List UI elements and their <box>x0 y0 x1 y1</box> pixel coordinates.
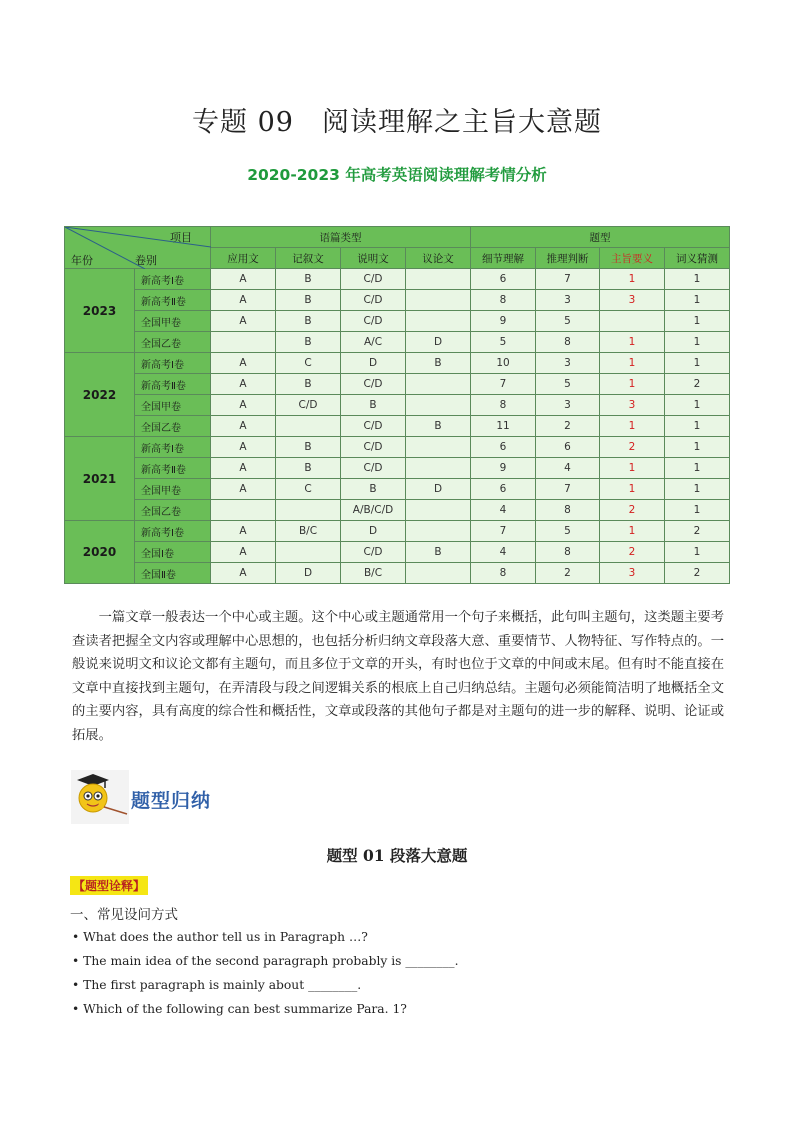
table-row <box>65 458 730 479</box>
table-cell <box>406 521 471 542</box>
table-row <box>65 479 730 500</box>
table-cell: 1 <box>665 332 730 353</box>
main-idea-count-cell: 1 <box>600 332 665 353</box>
table-cell: B <box>276 290 341 311</box>
table-cell: 5 <box>536 521 600 542</box>
table-cell <box>406 269 471 290</box>
paper-name-cell: 新高考Ⅱ卷 <box>135 290 211 311</box>
table-cell: B <box>276 332 341 353</box>
paper-name-cell: 全国乙卷 <box>135 500 211 521</box>
table-cell: 1 <box>665 353 730 374</box>
table-cell: 5 <box>471 332 536 353</box>
question-type-title: 题型 01 段落大意题 <box>326 846 468 865</box>
table-cell: 7 <box>471 521 536 542</box>
column-header: 词义猜测 <box>665 248 730 269</box>
table-cell: C/D <box>341 290 406 311</box>
table-caption: 2020-2023 年高考英语阅读理解考情分析 <box>247 166 547 184</box>
table-cell <box>406 311 471 332</box>
table-cell: 4 <box>536 458 600 479</box>
table-cell: 8 <box>536 542 600 563</box>
paper-name-cell: 全国甲卷 <box>135 395 211 416</box>
table-cell: B <box>276 458 341 479</box>
main-idea-count-cell: 1 <box>600 416 665 437</box>
table-cell: 3 <box>536 290 600 311</box>
year-cell: 2020 <box>65 521 135 584</box>
mascot-icon <box>71 770 129 824</box>
table-cell: B <box>341 479 406 500</box>
table-row <box>65 332 730 353</box>
table-cell: 2 <box>665 563 730 584</box>
intro-paragraph: 一篇文章一般表达一个中心或主题。这个中心或主题通常用一个句子来概括，此句叫主题句，这类题主要考查读者把握全文内容或理解中心思想的，也包括分析归纳文章段落大意、重要情节、人物特征、写作特点的。一般说来说明文和议论文都有主题句，而且多位于文章的开头，有时也位于文章的中间或末尾。但有时不能直接在文章中直接找到主题句，在弄清段与段之间逻辑关系的根底上自己归纳总结。主题句必须能简洁明了地概括全文的主要内容，具有高度的综合性和概括性，文章或段落的其他句子都是对主题句的进一步的解释、说明、论证或拓展。 <box>72 610 724 743</box>
table-cell: 6 <box>471 269 536 290</box>
table-row <box>65 542 730 563</box>
column-header-main-idea: 主旨要义 <box>600 248 665 269</box>
table-cell: 5 <box>536 374 600 395</box>
table-cell: 1 <box>665 500 730 521</box>
year-cell: 2023 <box>65 269 135 353</box>
paper-name-cell: 全国乙卷 <box>135 332 211 353</box>
table-cell: B <box>276 311 341 332</box>
table-cell: 8 <box>471 563 536 584</box>
table-row <box>65 290 730 311</box>
table-cell: 5 <box>536 311 600 332</box>
table-cell: 1 <box>665 437 730 458</box>
column-header: 推理判断 <box>536 248 600 269</box>
table-cell: 7 <box>471 374 536 395</box>
table-cell: 4 <box>471 542 536 563</box>
table-cell: 2 <box>665 374 730 395</box>
table-cell: A <box>211 479 276 500</box>
paper-name-cell: 全国Ⅰ卷 <box>135 542 211 563</box>
table-cell <box>406 458 471 479</box>
table-cell: 8 <box>536 332 600 353</box>
table-cell: C <box>276 353 341 374</box>
main-idea-count-cell: 1 <box>600 521 665 542</box>
table-cell <box>211 500 276 521</box>
table-row <box>65 269 730 290</box>
table-cell: B <box>406 416 471 437</box>
table-cell: B/C <box>276 521 341 542</box>
table-cell <box>406 395 471 416</box>
group-header-text-type: 语篇类型 <box>211 227 471 248</box>
paper-name-cell: 新高考Ⅱ卷 <box>135 458 211 479</box>
table-row <box>65 311 730 332</box>
main-idea-count-cell: 2 <box>600 500 665 521</box>
explanation-tag: 【题型诠释】 <box>70 876 148 895</box>
paper-name-cell: 全国乙卷 <box>135 416 211 437</box>
table-cell: 8 <box>536 500 600 521</box>
table-cell: 1 <box>665 290 730 311</box>
table-cell: C/D <box>341 374 406 395</box>
table-cell <box>276 542 341 563</box>
paper-name-cell: 新高考Ⅰ卷 <box>135 353 211 374</box>
table-cell: 3 <box>536 395 600 416</box>
table-cell: 6 <box>471 437 536 458</box>
section-label: 题型归纳 <box>131 790 212 812</box>
table-row <box>65 395 730 416</box>
table-cell: A <box>211 353 276 374</box>
table-cell: 10 <box>471 353 536 374</box>
table-cell: 7 <box>536 479 600 500</box>
table-cell <box>276 500 341 521</box>
table-cell <box>406 374 471 395</box>
column-header: 细节理解 <box>471 248 536 269</box>
table-cell: 1 <box>665 458 730 479</box>
table-cell: 4 <box>471 500 536 521</box>
corner-header-cell <box>65 227 211 269</box>
table-cell: 2 <box>665 521 730 542</box>
corner-item-label: 项目 <box>170 231 192 244</box>
year-cell: 2021 <box>65 437 135 521</box>
table-cell <box>211 332 276 353</box>
table-cell: C/D <box>341 458 406 479</box>
table-cell: 1 <box>665 479 730 500</box>
paper-name-cell: 新高考Ⅰ卷 <box>135 437 211 458</box>
table-row <box>65 563 730 584</box>
table-cell: 3 <box>536 353 600 374</box>
column-header: 应用文 <box>211 248 276 269</box>
paper-name-cell: 新高考Ⅰ卷 <box>135 269 211 290</box>
table-row <box>65 374 730 395</box>
table-cell: C <box>276 479 341 500</box>
table-cell: A <box>211 437 276 458</box>
table-cell: D <box>341 353 406 374</box>
table-body <box>65 269 730 584</box>
question-example: • What does the author tell us in Paragraph …? <box>72 930 368 944</box>
main-idea-count-cell: 1 <box>600 269 665 290</box>
group-header-question-type: 题型 <box>471 227 730 248</box>
main-idea-count-cell: 3 <box>600 395 665 416</box>
table-cell <box>406 500 471 521</box>
table-cell: 1 <box>665 416 730 437</box>
corner-category-label: 卷别 <box>135 254 157 267</box>
table-cell: D <box>276 563 341 584</box>
table-cell: A <box>211 416 276 437</box>
paper-name-cell: 全国甲卷 <box>135 479 211 500</box>
table-cell: A <box>211 269 276 290</box>
table-cell: A <box>211 374 276 395</box>
paper-name-cell: 全国甲卷 <box>135 311 211 332</box>
table-cell <box>406 437 471 458</box>
table-cell: B/C <box>341 563 406 584</box>
table-cell: 8 <box>471 290 536 311</box>
column-header: 说明文 <box>341 248 406 269</box>
table-cell: A <box>211 458 276 479</box>
table-cell: A <box>211 542 276 563</box>
table-cell: 11 <box>471 416 536 437</box>
main-idea-count-cell <box>600 311 665 332</box>
table-cell: A <box>211 521 276 542</box>
subheading-common-questions: 一、常见设问方式 <box>70 907 178 923</box>
table-cell: 6 <box>536 437 600 458</box>
table-cell: 9 <box>471 458 536 479</box>
table-cell: B <box>406 353 471 374</box>
table-cell: C/D <box>276 395 341 416</box>
table-cell: 1 <box>665 395 730 416</box>
table-cell: C/D <box>341 311 406 332</box>
paper-name-cell: 全国Ⅱ卷 <box>135 563 211 584</box>
year-cell: 2022 <box>65 353 135 437</box>
table-cell: D <box>406 332 471 353</box>
table-cell: C/D <box>341 437 406 458</box>
paper-name-cell: 新高考Ⅱ卷 <box>135 374 211 395</box>
main-idea-count-cell: 3 <box>600 563 665 584</box>
exam-analysis-table <box>64 226 730 584</box>
table-cell: D <box>341 521 406 542</box>
main-idea-count-cell: 1 <box>600 374 665 395</box>
table-row <box>65 353 730 374</box>
table-cell: 6 <box>471 479 536 500</box>
question-example: • Which of the following can best summarize Para. 1? <box>72 1002 407 1016</box>
main-idea-count-cell: 1 <box>600 458 665 479</box>
question-example: • The main idea of the second paragraph probably is ________. <box>72 954 459 968</box>
table-cell: 7 <box>536 269 600 290</box>
table-cell: 1 <box>665 269 730 290</box>
question-example: • The first paragraph is mainly about ________. <box>72 978 362 992</box>
table-cell: D <box>406 479 471 500</box>
table-cell: 2 <box>536 416 600 437</box>
table-cell: 8 <box>471 395 536 416</box>
table-row <box>65 500 730 521</box>
table-cell: B <box>276 374 341 395</box>
table-cell: C/D <box>341 416 406 437</box>
main-idea-count-cell: 2 <box>600 542 665 563</box>
main-idea-count-cell: 1 <box>600 479 665 500</box>
table-cell: 1 <box>665 311 730 332</box>
table-cell: C/D <box>341 542 406 563</box>
paper-name-cell: 新高考Ⅰ卷 <box>135 521 211 542</box>
main-idea-count-cell: 3 <box>600 290 665 311</box>
table-cell: B <box>276 269 341 290</box>
table-row <box>65 521 730 542</box>
main-idea-count-cell: 2 <box>600 437 665 458</box>
document-title: 专题 09 阅读理解之主旨大意题 <box>192 107 602 138</box>
table-cell: B <box>406 542 471 563</box>
table-cell: A <box>211 395 276 416</box>
column-header: 议论文 <box>406 248 471 269</box>
column-header: 记叙文 <box>276 248 341 269</box>
table-cell <box>406 290 471 311</box>
table-cell: A <box>211 563 276 584</box>
table-cell: C/D <box>341 269 406 290</box>
table-cell: A/C <box>341 332 406 353</box>
table-row <box>65 437 730 458</box>
table-cell: A/B/C/D <box>341 500 406 521</box>
main-idea-count-cell: 1 <box>600 353 665 374</box>
table-cell <box>406 563 471 584</box>
table-cell: 9 <box>471 311 536 332</box>
table-cell: B <box>276 437 341 458</box>
table-cell <box>276 416 341 437</box>
table-cell: 2 <box>536 563 600 584</box>
table-cell: B <box>341 395 406 416</box>
table-cell: A <box>211 290 276 311</box>
table-cell: A <box>211 311 276 332</box>
table-cell: 1 <box>665 542 730 563</box>
corner-year-label: 年份 <box>71 254 93 267</box>
table-row <box>65 416 730 437</box>
